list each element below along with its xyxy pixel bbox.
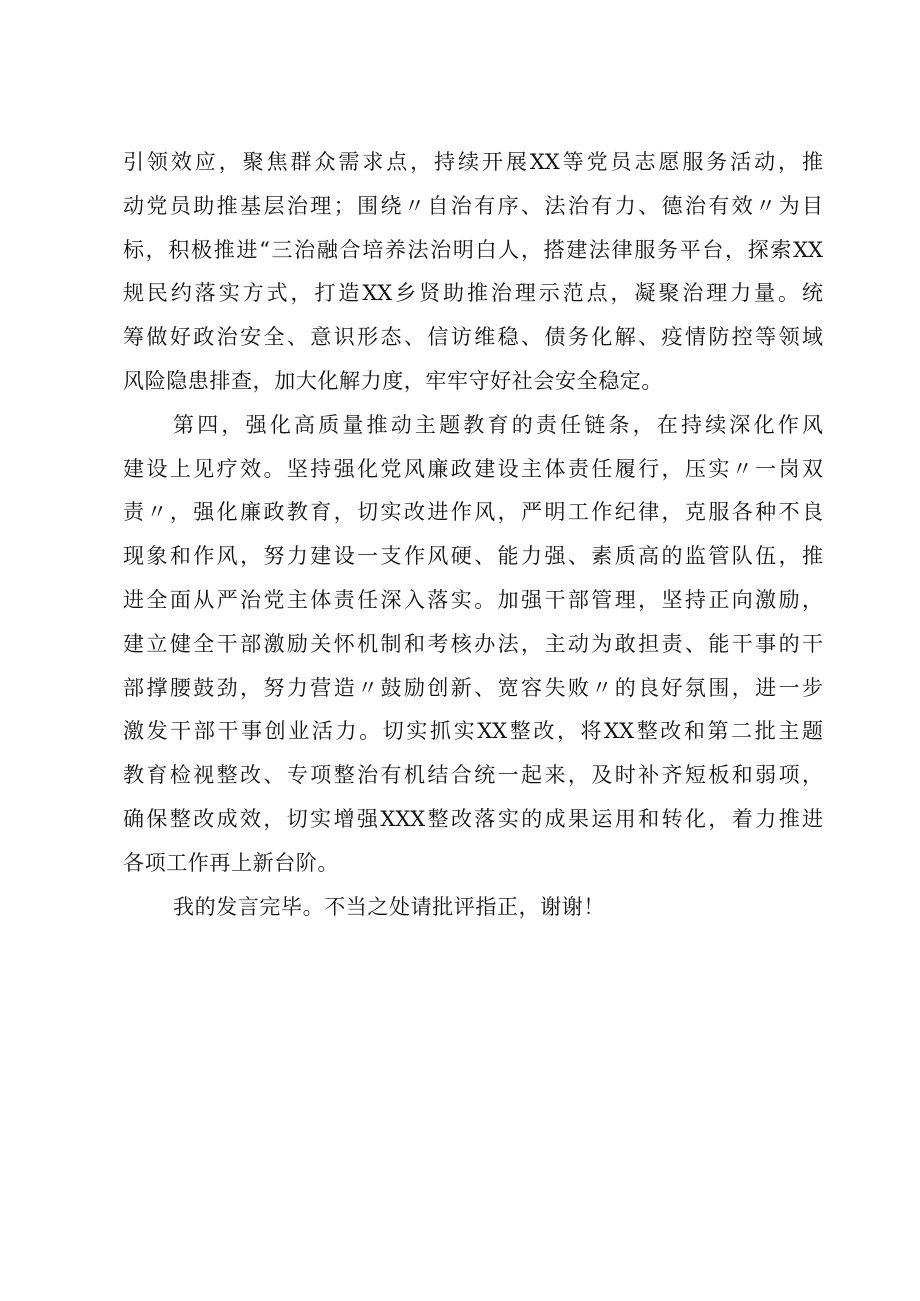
text-line: 激发干部干事创业活力。切实抓实XX整改，将XX整改和第二批主题 [123, 719, 823, 744]
text-line: 标，积极推进“三治融合培养法治明白人，搭建法律服务平台，探索XX [123, 237, 823, 262]
paragraph-closing [123, 886, 823, 930]
text-line: 教育检视整改、专项整治有机结合统一起来，及时补齐短板和弱项， [123, 763, 823, 788]
text-line: 进全面从严治党主体责任深入落实。加强干部管理，坚持正向激励， [123, 587, 823, 612]
text-line: 风险隐患排查，加大化解力度，牢牢守好社会安全稳定。 [123, 368, 663, 393]
closing-line: 我的发言完毕。不当之处请批评指正，谢谢！ [173, 894, 605, 919]
text-line: 责〃，强化廉政教育，切实改进作风，严明工作纪律，克服各种不良 [123, 500, 823, 525]
text-line: 动党员助推基层治理；围绕〃自治有序、法治有力、德治有效〃为目 [123, 193, 823, 218]
text-line: 引领效应，聚焦群众需求点，持续开展XX等党员志愿服务活动，推 [123, 150, 823, 174]
text-line: 建设上见疗效。坚持强化党风廉政建设主体责任履行，压实〃一岗双 [123, 456, 823, 481]
text-line: 确保整改成效，切实增强XXX整改落实的成果运用和转化，着力推进 [123, 806, 823, 831]
paragraph-governance [123, 141, 823, 404]
text-line: 规民约落实方式，打造XX乡贤助推治理示范点，凝聚治理力量。统 [123, 281, 823, 306]
text-line: 部撑腰鼓劲，努力营造〃鼓励创新、宽容失败〃的良好氛围，进一步 [123, 675, 823, 700]
text-line: 筹做好政治安全、意识形态、信访维稳、债务化解、疫情防控等领域 [123, 325, 823, 350]
document-body [123, 141, 823, 929]
text-line: 现象和作风，努力建设一支作风硬、能力强、素质高的监管队伍，推 [123, 544, 823, 569]
text-line: 第四，强化高质量推动主题教育的责任链条，在持续深化作风 [173, 412, 823, 437]
text-line: 各项工作再上新台阶。 [123, 850, 339, 875]
paragraph-fourth [123, 404, 823, 886]
text-line: 建立健全干部激励关怀机制和考核办法，主动为敢担责、能干事的干 [123, 631, 823, 656]
